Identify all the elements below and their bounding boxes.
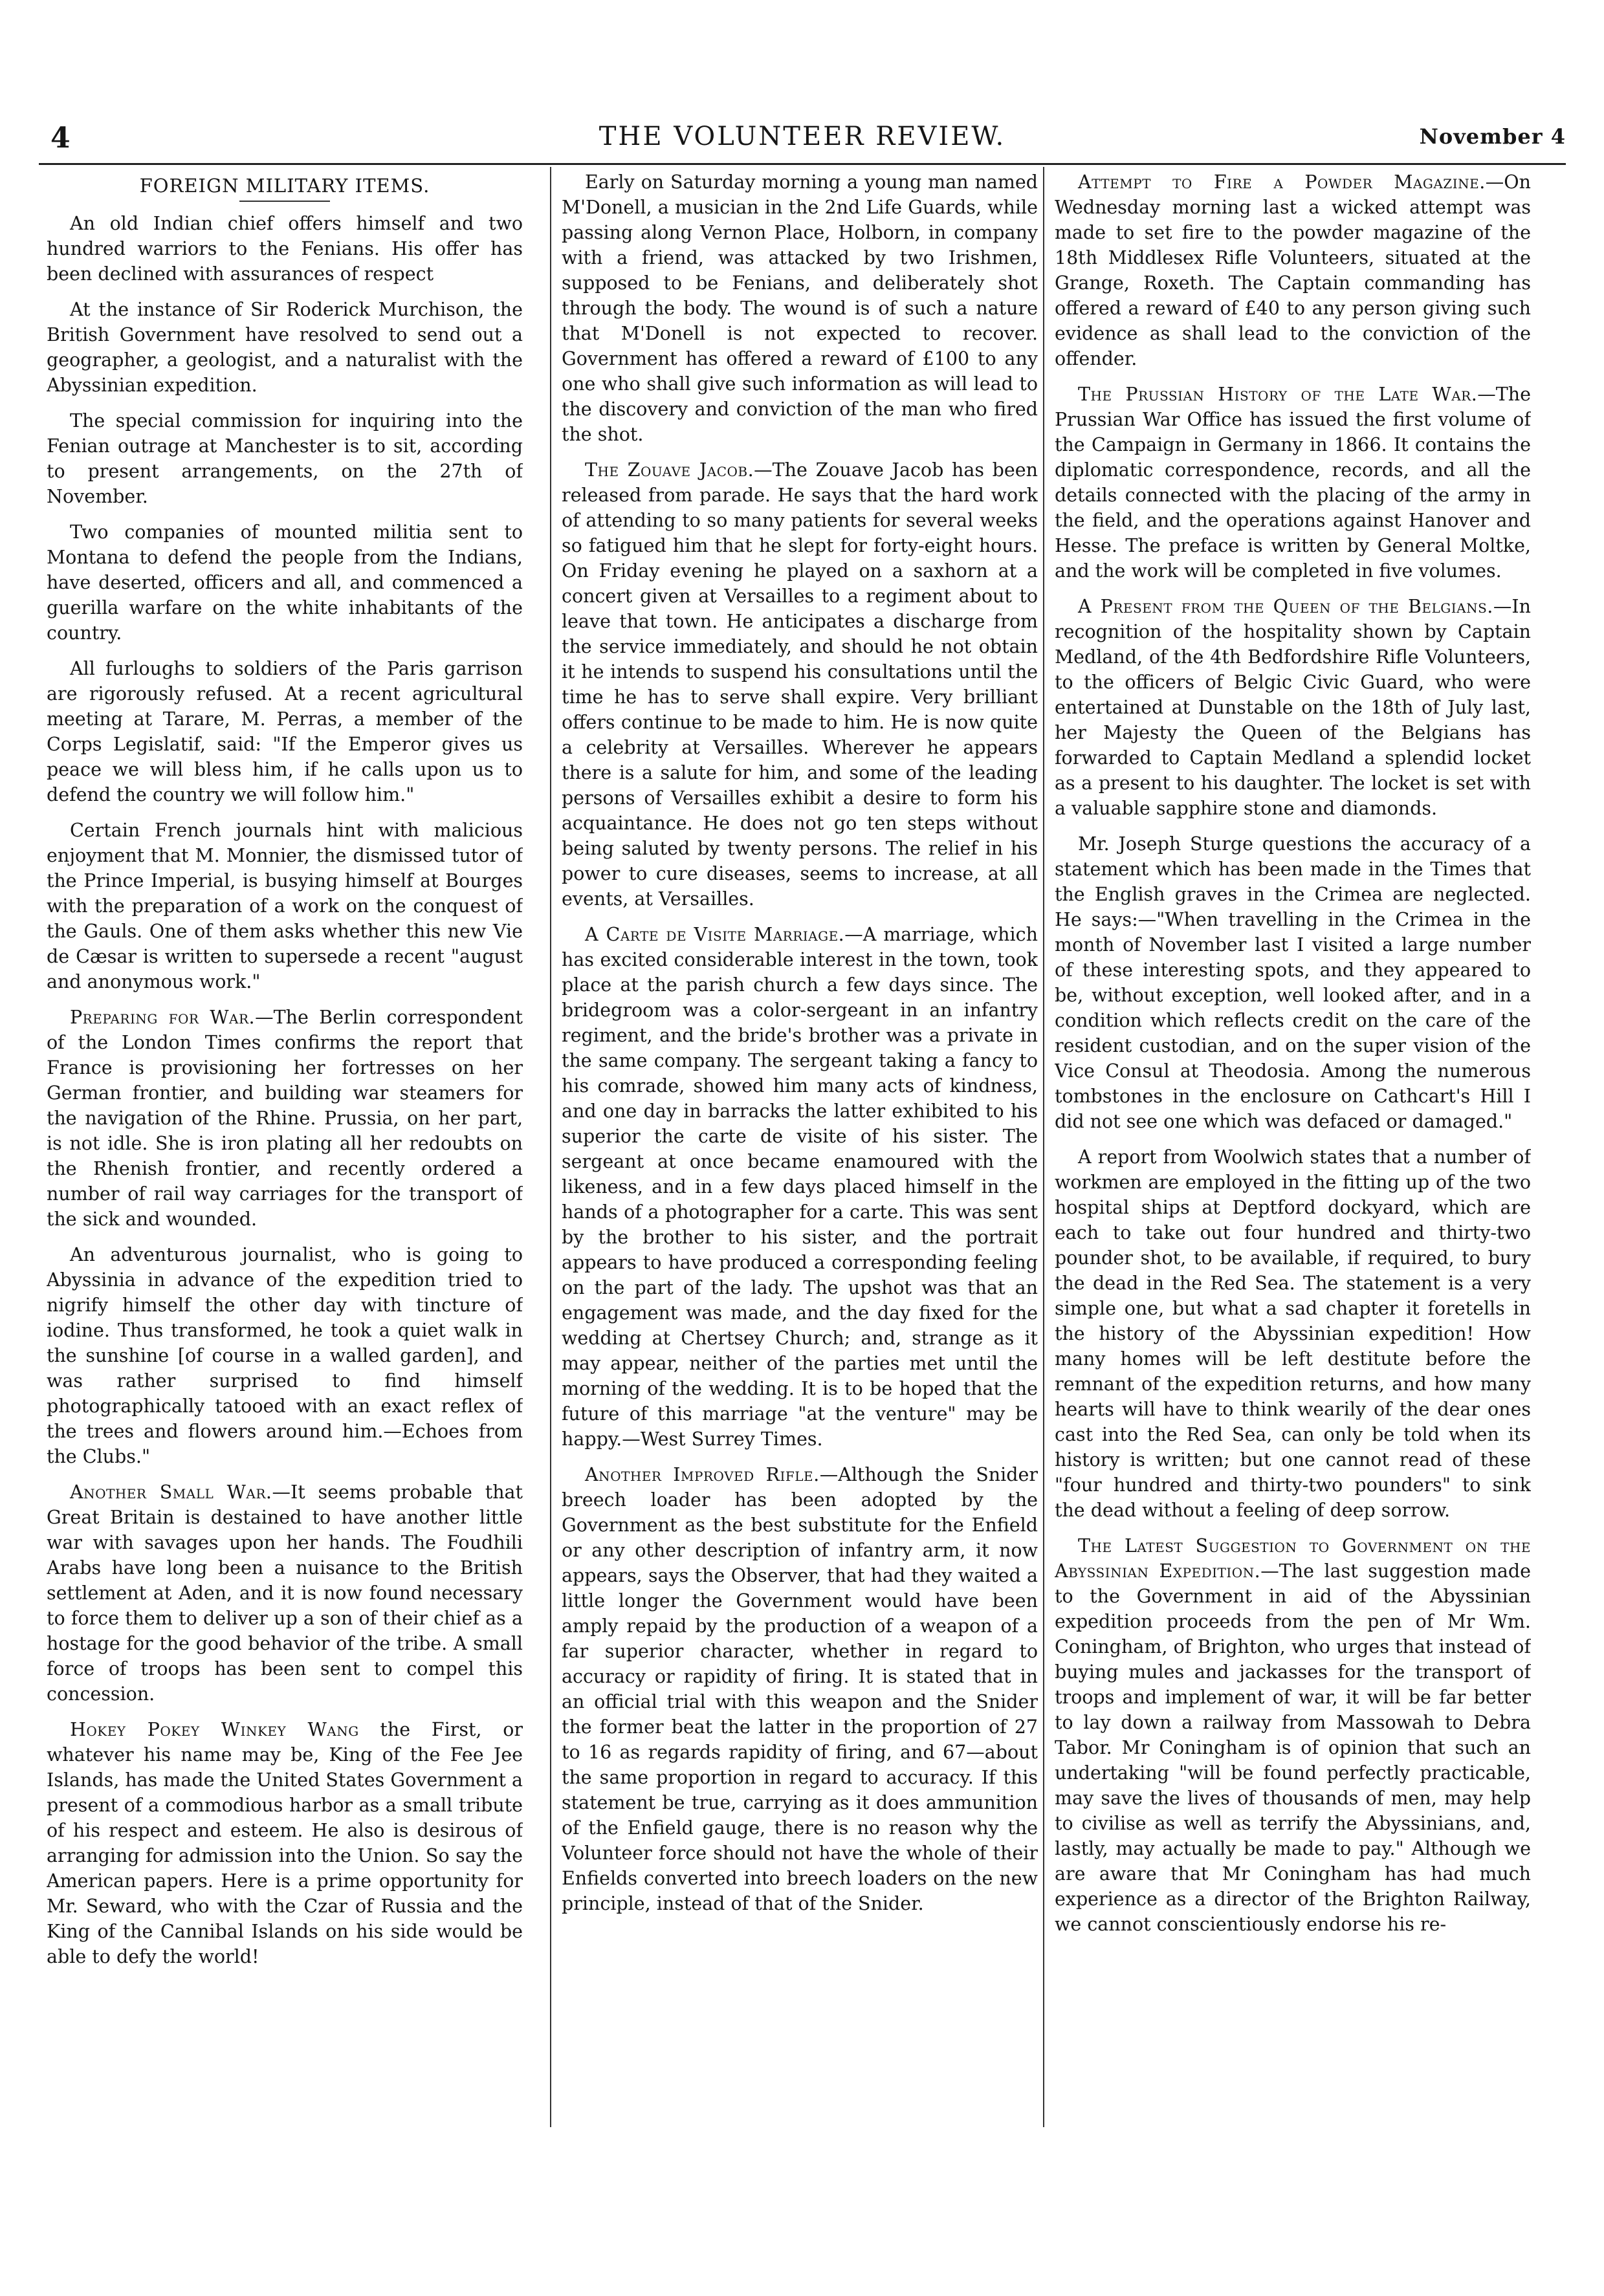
column-2	[562, 169, 1038, 2136]
article-body: —A marriage, which has excited considerable interest in the town, took place at the parish church a few days since. The bridegroom was a color-sergeant in an infantry regiment, and the bride's brother was a private in the same company. The sergeant taking a fancy to his comrade, showed him many acts of kindness, and one day in barracks the latter exhibited to his superior the carte de visite of his sister. The sergeant at once became enamoured with the likeness, and in a few days placed himself in the hands of a photographer for a carte. This was sent by the brother to his sister, and the portrait appears to have produced a corresponding feeling on the part of the lady. The upshot was that an engagement was made, and the day fixed for the wedding at Chertsey Church; and, strange as it may appear, neither of the parties met until the morning of the wedding. It is to be hoped that the future of this marriage "at the venture" may be happy.—West Surrey Times.	[562, 924, 1038, 1450]
article-paragraph: Two companies of mounted militia sent to Montana to defend the people from the Indians, have deserted, officers and all, and commenced a guerilla warfare on the white inhabitants of the country.	[47, 521, 523, 644]
article-paragraph	[562, 1462, 1038, 1916]
article-paragraph	[47, 1717, 523, 1969]
article-paragraph: Mr. Joseph Sturge questions the accuracy of a statement which has been made in the Times that the English graves in the Crimea are neglected. He says:—"When travelling in the Crimea in the month of November last I visited a large number of these interesting spots, and they appeared to be, without exception, well looked after, and in a condition which reflects credit on the care of the resident custodian, and on the super vision of the Vice Consul at Theodosia. Among the numerous tombstones in the enclosure on Cathcart's Hill I did not see one which was defaced or damaged."	[1055, 833, 1531, 1132]
header-rule	[39, 163, 1566, 165]
page-header	[39, 122, 1566, 160]
article-paragraph: At the instance of Sir Roderick Murchison, the British Government have resolved to send out a geographer, a geologist, and a naturalist with the Abyssinian expedition.	[47, 299, 523, 396]
article-lead: The Zouave Jacob.	[585, 459, 754, 481]
article-paragraph: An old Indian chief offers himself and two hundred warriors to the Fenians. His offer has been declined with assurances of respect	[47, 213, 523, 285]
article-body: —In recognition of the hospitality shown by Captain Medland, of the 4th Bedfordshire Rifle Volunteers, to the officers of Belgic Civic Guard, who were entertained at Dunstable on the 18th of July last, her Majesty the Queen of the Belgians has forwarded to Captain Medland a splendid locket as a present to his daughter. The locket is set with a valuable sapphire stone and diamonds.	[1055, 596, 1531, 819]
article-body: the First, or whatever his name may be, King of the Fee Jee Islands, has made the United States Government a present of a commodious harbor as a small tribute of his respect and esteem. He also is desirous of arranging for admission into the Union. So say the American papers. Here is a prime opportunity for Mr. Seward, who with the Czar of Russia and the King of the Cannibal Islands on his side would be able to defy the world!	[47, 1719, 523, 1967]
heading-rule	[239, 201, 330, 202]
section-heading: FOREIGN MILITARY ITEMS.	[139, 175, 430, 197]
article-lead: The Latest Suggestion to Government on the Abyssinian Expedition.	[1055, 1535, 1531, 1582]
article-lead: A Present from the Queen of the Belgians.	[1078, 596, 1493, 617]
article-lead: Preparing for War.	[70, 1007, 256, 1028]
article-paragraph	[47, 1480, 523, 1707]
issue-date: November 4	[1419, 124, 1566, 149]
article-paragraph	[47, 1005, 523, 1232]
article-lead: Another Small War.	[70, 1481, 272, 1503]
article-paragraph: Certain French journals hint with malicious enjoyment that M. Monnier, the dismissed tutor of the Prince Imperial, is busying himself at Bourges with the preparation of a work on the conquest of the Gauls. One of them asks whether this new Vie de Cæsar is written to supersede a recent "august and anonymous work."	[47, 820, 523, 992]
article-body: —The Berlin correspondent of the London Times confirms the report that France is provisioning her fortresses on her German frontier, and building war steamers for the navigation of the Rhine. Prussia, on her part, is not idle. She is iron plating all her redoubts on the Rhenish frontier, and recently ordered a number of rail way carriages for the transport of the sick and wounded.	[47, 1007, 523, 1230]
article-paragraph	[1055, 1533, 1531, 1937]
article-paragraph: All furloughs to soldiers of the Paris garrison are rigorously refused. At a recent agricultural meeting at Tarare, M. Perras, a member of the Corps Legislatif, said: "If the Emperor gives us peace we will bless him, if he calls upon us to defend the country we will follow him."	[47, 658, 523, 805]
column-3	[1055, 169, 1531, 2136]
article-lead: A Carte de Visite Marriage.	[585, 924, 845, 945]
article-paragraph	[1055, 169, 1531, 371]
article-paragraph: The special commission for inquiring into the Fenian outrage at Manchester is to sit, according to present arrangements, on the 27th of November.	[47, 410, 523, 507]
masthead-title: THE VOLUNTEER REVIEW.	[599, 122, 1006, 151]
article-paragraph	[1055, 382, 1531, 584]
column-1	[47, 169, 523, 2136]
article-body: —The last suggestion made to the Government in aid of the Abyssinian expedition proceeds from the pen of Mr Wm. Coningham, of Brighton, who urges that instead of buying mules and jackasses for the transport of troops and implement of war, it will be far better to lay down a railway from Massowah to Debra Tabor. Mr Coningham is of opinion that such an undertaking "will be found perfectly practicable, may save the lives of thousands of men, may help to civilise as well as terrify the Abyssinians, and, lastly, may actually be made to pay." Although we are aware that Mr Coningham has had much experience as a director of the Brighton Railway, we cannot conscientiously endorse his re-	[1055, 1560, 1531, 1935]
article-body: —It seems probable that Great Britain is destained to have another little war with savages upon her hands. The Foudhili Arabs have long been a nuisance to the British settlement at Aden, and it is now found necessary to force them to deliver up a son of their chief as a hostage for the good behavior of the tribe. A small force of troops has been sent to compel this concession.	[47, 1481, 523, 1705]
article-lead: Hokey Pokey Winkey Wang	[70, 1719, 359, 1740]
article-lead: Attempt to Fire a Powder Magazine.	[1078, 171, 1486, 193]
article-body: —The Prussian War Office has issued the first volume of the Campaign in Germany in 1866. It contains the diplomatic correspondence, records, and all the details connected with the placing of the army in the field, and the operations against Hanover and Hesse. The preface is written by General Moltke, and the work will be completed in five volumes.	[1055, 384, 1531, 582]
column-divider-1	[550, 167, 551, 2127]
article-paragraph: Early on Saturday morning a young man named M'Donell, a musician in the 2nd Life Guards, while passing along Vernon Place, Holborn, in company with a friend, was attacked by two Irishmen, supposed to be Fenians, and deliberately shot through the body. The wound is of such a nature that M'Donell is not expected to recover. Government has offered a reward of £100 to any one who shall give such information as will lead to the discovery and conviction of the man who fired the shot.	[562, 171, 1038, 445]
article-body: —On Wednesday morning last a wicked attempt was made to set fire to the powder magazine of the 18th Middlesex Rifle Volunteers, situated at the Grange, Roxeth. The Captain commanding has offered a reward of £40 to any person giving such evidence as shall lead to the conviction of the offender.	[1055, 171, 1531, 369]
article-body: —Although the Snider breech loader has been adopted by the Government as the best substitute for the Enfield or any other description of infantry arm, it now appears, says the Observer, that had they waited a little longer the Government would have been amply repaid by the production of a weapon of a far superior character, whether in regard to accuracy or rapidity of firing. It is stated that in an official trial with this weapon and the Snider the former beat the latter in the proportion of 27 to 16 as regards rapidity of firing, and 67—about the same proportion in regard to accuracy. If this statement be true, carrying as it does ammunition of the Enfield gauge, there is no reason why the Volunteer force should not have the whole of their Enfields converted into breech loaders on the new principle, instead of that of the Snider.	[562, 1464, 1038, 1914]
article-paragraph	[562, 922, 1038, 1452]
article-lead: Another Improved Rifle.	[585, 1464, 820, 1485]
article-paragraph: A report from Woolwich states that a number of workmen are employed in the fitting up of the two hospital ships at Deptford dockyard, which are each to take out four hundred and thirty-two pounder shot, to be available, if required, to bury the dead in the Red Sea. The statement is a very simple one, but what a sad chapter it foretells in the history of the Abyssinian expedition! How many homes will be left destitute before the remnant of the expedition returns, and how many hearts will have to think wearily of the dear ones cast into the Red Sea, can only be told when its history is written; but one cannot read of these "four hundred and thirty-two pounders" to sink the dead without a feeling of deep sorrow.	[1055, 1146, 1531, 1521]
article-lead: The Prussian History of the Late War.	[1078, 384, 1478, 405]
article-paragraph	[1055, 594, 1531, 821]
column-divider-2	[1043, 167, 1044, 2127]
article-body: —The Zouave Jacob has been released from parade. He says that the hard work of attending to so many patients for several weeks so fatigued him that he slept for forty-eight hours. On Friday evening he played on a saxhorn at a concert given at Versailles to a regiment about to leave that town. He anticipates a discharge from the service immediately, and should he not obtain it he intends to suspend his consultations until the time he has to serve shall expire. Very brilliant offers continue to be made to him. He is now quite a celebrity at Versailles. Wherever he appears there is a salute for him, and some of the leading persons of Versailles exhibit a desire to form his acquaintance. He does not go ten steps without being saluted by twenty persons. The relief in his power to cure diseases, seems to increase, at all events, at Versailles.	[562, 459, 1038, 910]
article-paragraph: An adventurous journalist, who is going to Abyssinia in advance of the expedition tried to nigrify himself the other day with tincture of iodine. Thus transformed, he took a quiet walk in the sunshine [of course in a walled garden], and was rather surprised to find himself photographically tatooed with an exact reflex of the trees and flowers around him.—Echoes from the Clubs."	[47, 1244, 523, 1467]
page-number: 4	[50, 122, 71, 155]
article-paragraph	[562, 457, 1038, 912]
